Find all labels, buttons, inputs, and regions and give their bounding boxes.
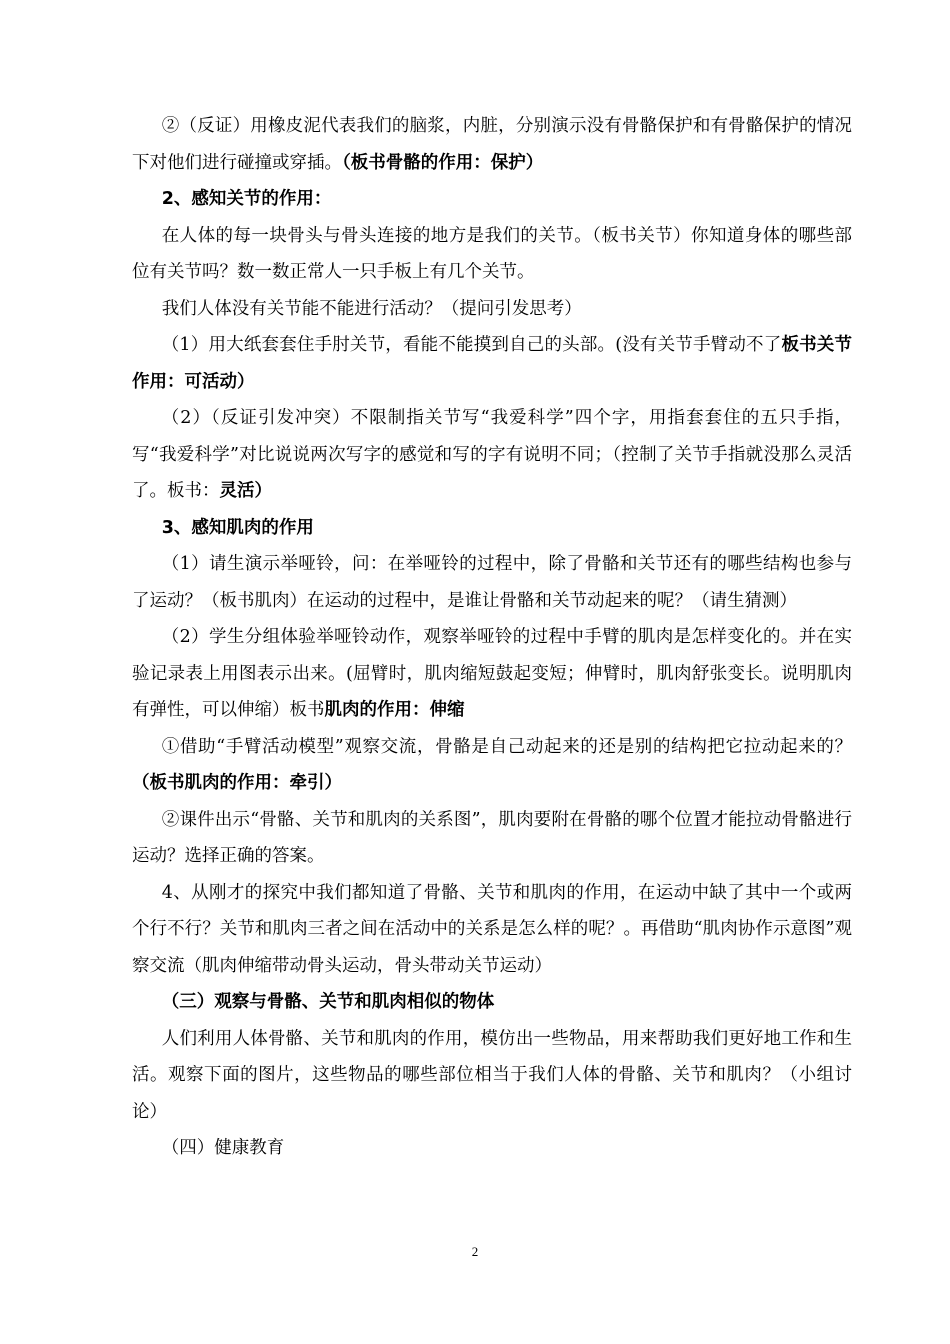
paragraph-skeleton-protection: ②（反证）用橡皮泥代表我们的脑浆，内脏，分别演示没有骨骼保护和有骨骼保护的情况下对他们进行碰撞或穿插。（板书骨骼的作用：保护） — [132, 116, 852, 173]
heading-muscle-function: 3、感知肌肉的作用 — [161, 517, 314, 538]
paragraph-relation-diagram: ②课件出示“骨骼、关节和肌肉的关系图”，肌肉要附在骨骼的哪个位置才能拉动骨骼进行运动？选择正确的答案。 — [132, 809, 852, 866]
paragraph-dumbbell-group: （2）学生分组体验举哑铃动作，观察举哑铃的过程中手臂的肌肉是怎样变化的。并在实验记录表上用图表示出来。(屈臂时，肌肉缩短鼓起变短；伸臂时，肌肉舒张变长。说明肌肉有弹性，可以伸缩）板书肌肉的作用：伸缩 — [132, 627, 852, 720]
paragraph-health-education: （四）健康教育 — [161, 1138, 285, 1158]
document-body — [132, 108, 852, 1167]
heading-similar-objects: （三）观察与骨骼、关节和肌肉相似的物体 — [161, 992, 495, 1012]
paragraph-joint-intro: 在人体的每一块骨头与骨头连接的地方是我们的关节。（板书关节）你知道身体的哪些部位有关节吗？数一数正常人一只手板上有几个关节。 — [132, 225, 852, 282]
heading-joint-function: 2、感知关节的作用： — [161, 189, 332, 209]
paragraph-dumbbell-demo: （1）请生演示举哑铃，问：在举哑铃的过程中，除了骨骼和关节还有的哪些结构也参与了运动？（板书肌肉）在运动的过程中，是谁让骨骼和关节动起来的呢？（请生猜测） — [132, 554, 852, 611]
paragraph-cooperation: 4、从刚才的探究中我们都知道了骨骼、关节和肌肉的作用，在运动中缺了其中一个或两个行不行？关节和肌肉三者之间在活动中的关系是怎么样的呢？。再借助“肌肉协作示意图”观察交流（肌肉伸缩带动骨头运动，骨头带动关节运动） — [132, 882, 852, 976]
paragraph-joint-question: 我们人体没有关节能不能进行活动？（提问引发思考） — [161, 298, 582, 319]
paragraph-arm-model: ①借助“手臂活动模型”观察交流，骨骼是自己动起来的还是别的结构把它拉动起来的？（板书肌肉的作用：牵引） — [132, 736, 852, 793]
page-number: 2 — [471, 1244, 479, 1259]
paragraph-finger-experiment: （2）（反证引发冲突）不限制指关节写“我爱科学”四个字，用指套套住的五只手指，写“我爱科学”对比说说两次写字的感觉和写的字有说明不同；（控制了关节手指就没那么灵活了。板书：灵活） — [132, 408, 852, 501]
paragraph-imitation: 人们利用人体骨骼、关节和肌肉的作用，模仿出一些物品，用来帮助我们更好地工作和生活。观察下面的图片，这些物品的哪些部位相当于我们人体的骨骼、关节和肌肉？（小组讨论） — [132, 1028, 852, 1122]
paragraph-elbow-experiment: （1）用大纸套套住手肘关节，看能不能摸到自己的头部。(没有关节手臂动不了板书关节作用：可活动） — [132, 335, 852, 392]
